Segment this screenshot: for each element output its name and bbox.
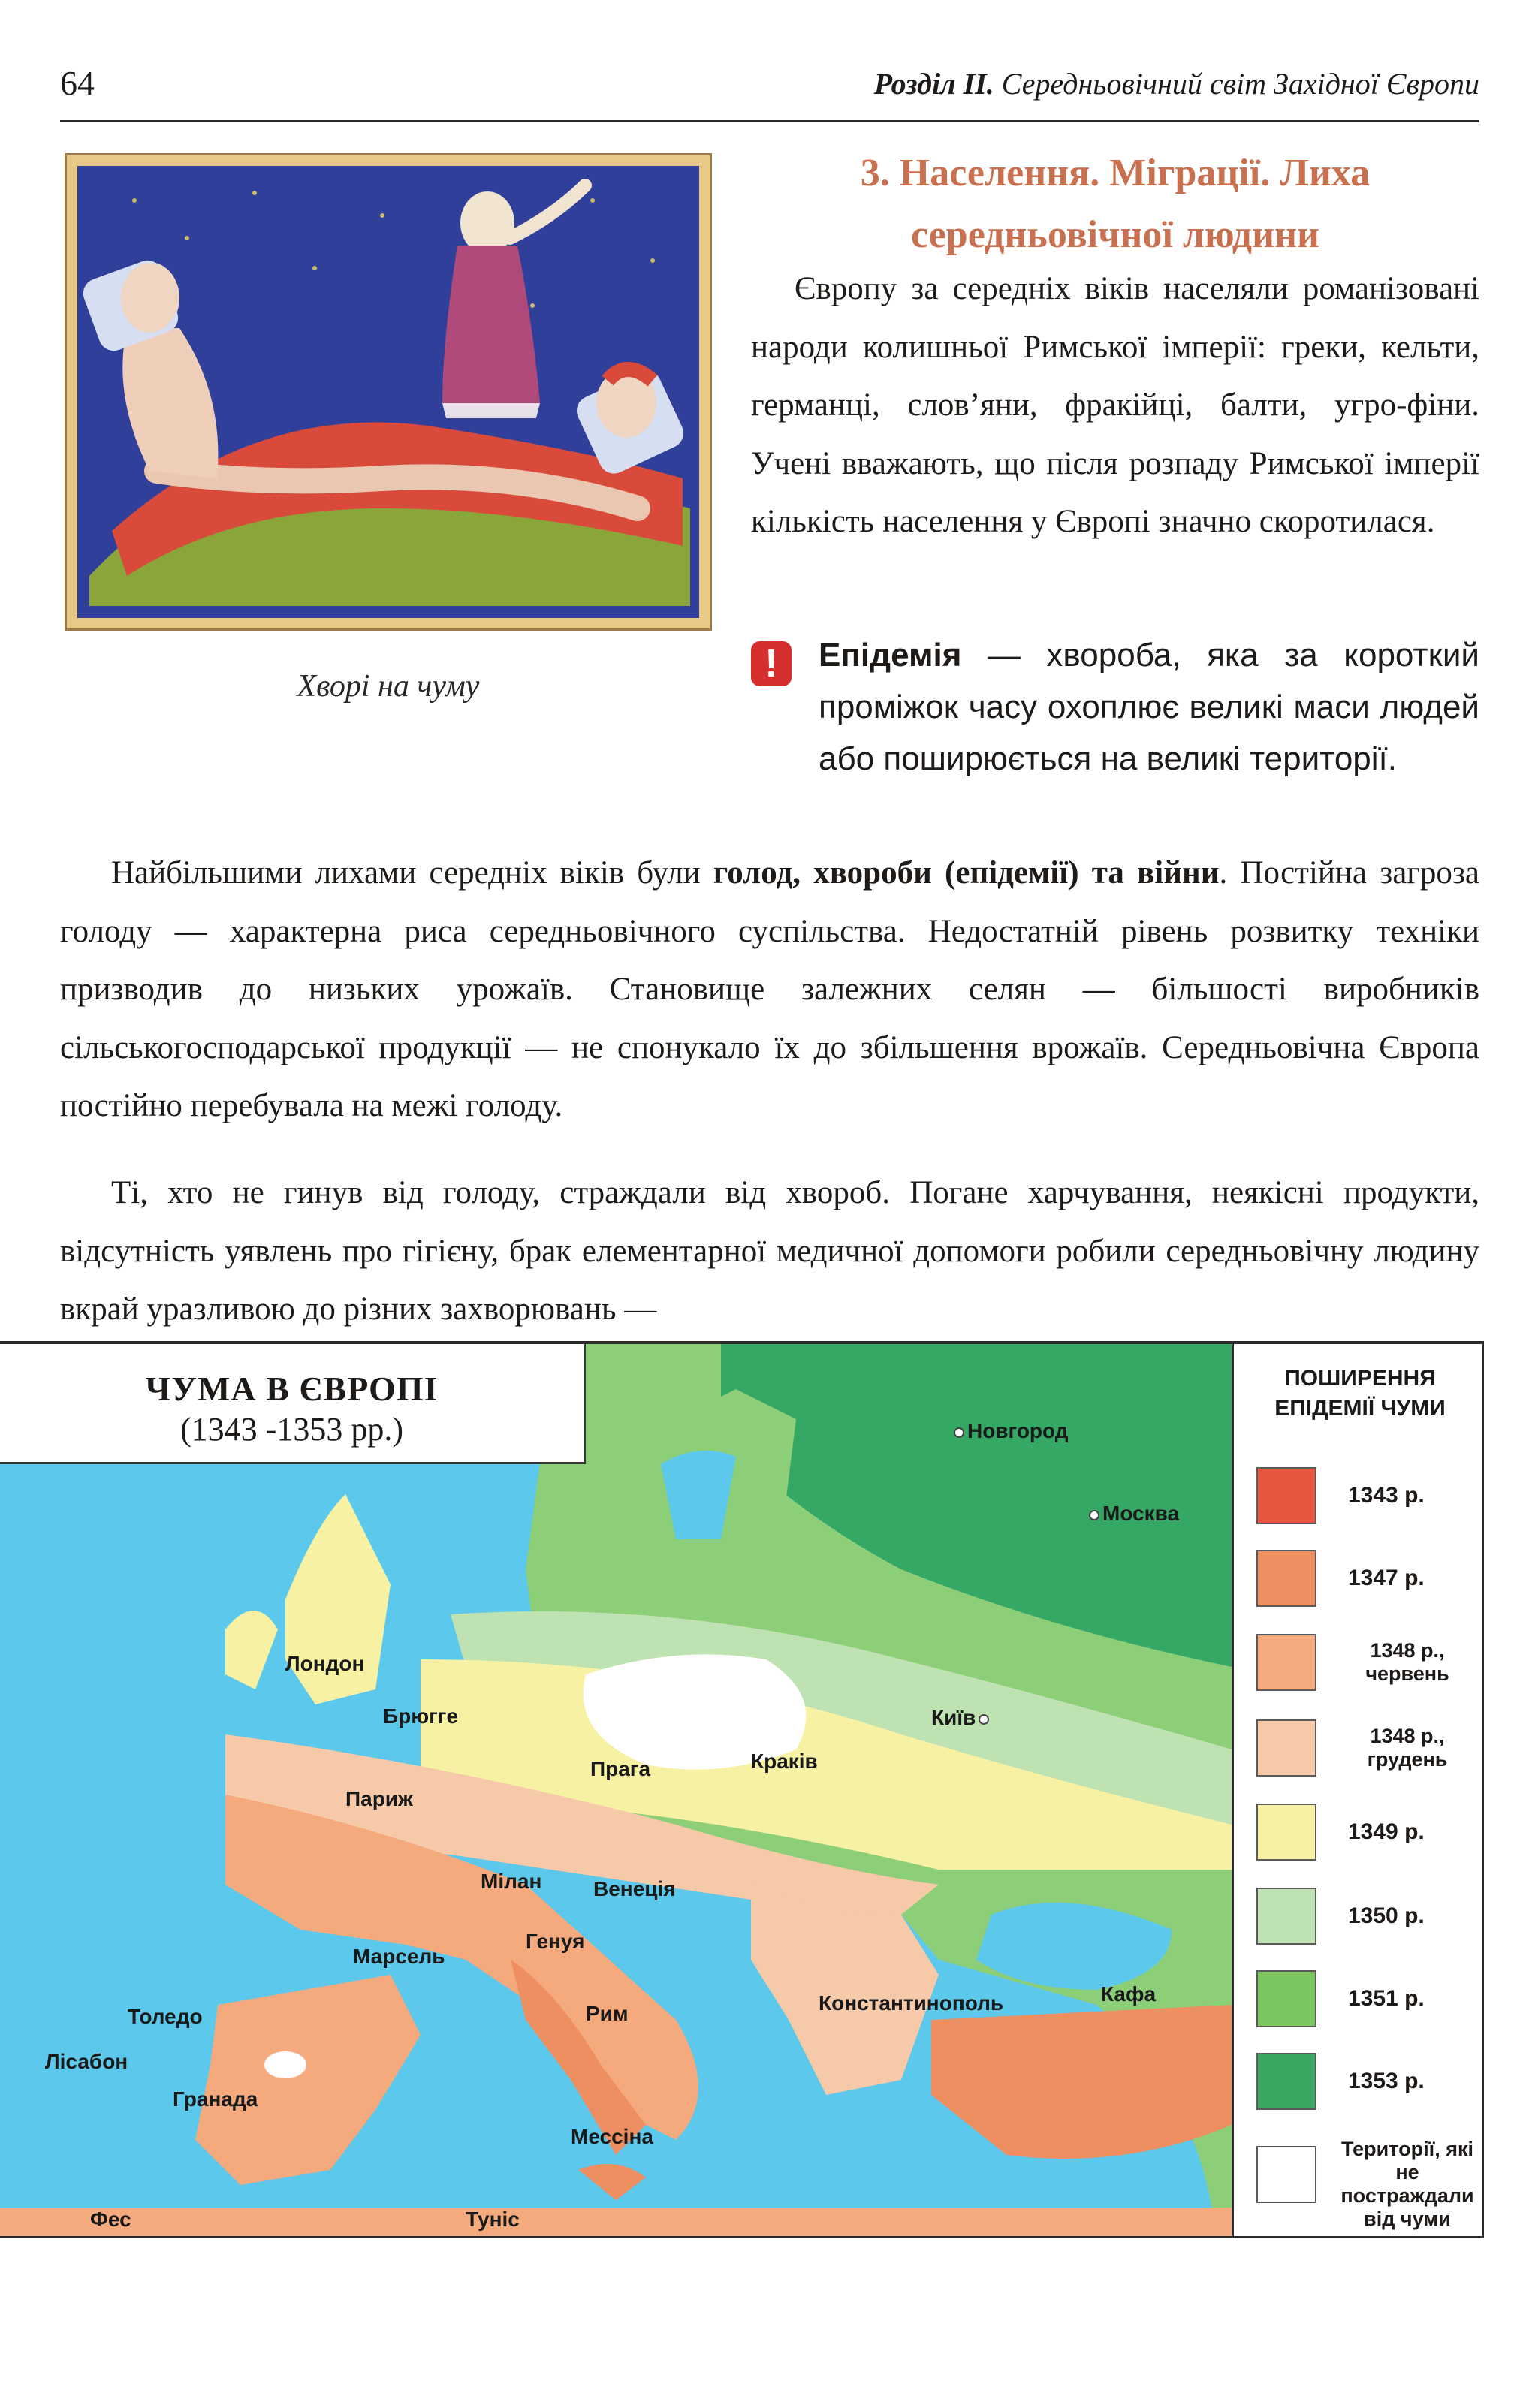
city-label — [590, 1757, 650, 1781]
city-label — [954, 1419, 1069, 1443]
subsection-heading — [751, 143, 1479, 266]
city-name: Константинополь — [819, 1991, 1004, 2015]
city-name: Москва — [1102, 1502, 1180, 1525]
map-title: ЧУМА В ЄВРОПІ — [145, 1370, 439, 1408]
city-label — [751, 1749, 818, 1774]
legend-title-line-2: ЕПІДЕМІЇ ЧУМИ — [1274, 1396, 1446, 1421]
legend-item — [1256, 2053, 1482, 2113]
city-name: Прага — [590, 1757, 651, 1780]
legend-item — [1256, 1719, 1482, 1780]
city-label — [931, 1706, 992, 1730]
figure-caption: Хворі на чуму — [297, 669, 480, 704]
city-name: Венеція — [593, 1877, 676, 1900]
city-label — [593, 1877, 676, 1901]
city-name: Туніс — [466, 2208, 520, 2231]
legend-title-line-1: ПОШИРЕННЯ — [1284, 1366, 1436, 1391]
map-years: (1343 -1353 рр.) — [180, 1411, 403, 1448]
legend-label: 1343 р. — [1348, 1483, 1425, 1508]
city-name: Марсель — [353, 1945, 445, 1968]
legend-title — [1234, 1364, 1484, 1424]
legend-swatch — [1256, 2146, 1316, 2203]
city-label — [1101, 1982, 1156, 2006]
city-label — [571, 2125, 653, 2149]
intro-paragraph: Європу за середніх віків населяли романізовані народи колишньої Римської імперії: греки, кельти, германці, слов’яни, фракійці, балти, угро-фіни. Учені вважають, що після розпаду Римської імперії кількість населення у Європі значно скоротилася. — [751, 271, 1479, 539]
city-label — [173, 2087, 258, 2111]
legend-item — [1256, 1888, 1482, 1948]
legend-item — [1256, 1970, 1482, 2030]
body-paragraph-1 — [60, 844, 1479, 1135]
legend-swatch — [1256, 2053, 1316, 2110]
section-title — [874, 66, 1479, 101]
unaffected-spot — [264, 2051, 306, 2078]
city-label — [481, 1870, 541, 1894]
plague-map — [0, 1341, 1484, 2238]
city-name: Мессіна — [571, 2125, 653, 2148]
map-title-box — [0, 1344, 586, 1464]
city-label — [1089, 1502, 1179, 1526]
map-legend — [1232, 1344, 1484, 2238]
city-name: Київ — [931, 1706, 976, 1729]
city-name: Лісабон — [45, 2050, 128, 2073]
city-label — [526, 1930, 584, 1954]
legend-swatch — [1256, 1970, 1316, 2027]
body-paragraph-1-part-2: . Постійна загроза голоду — характерна риса середньовічного суспільства. Недостатній рівень розвитку техніки призводив до низьких урожаїв. Становище залежних селян — більшості виробників сільськогосподарської продукції — не спонукало їх до збільшення врожаїв. Середньовічна Європа постійно перебувала на межі голоду. — [60, 855, 1479, 1123]
definition-epidemic — [819, 629, 1479, 785]
city-label — [819, 1991, 1003, 2015]
legend-label: 1351 р. — [1348, 1986, 1425, 2011]
legend-label: 1350 р. — [1348, 1903, 1425, 1928]
exclamation-icon: ! — [751, 641, 792, 686]
city-dot — [1089, 1510, 1099, 1520]
city-label — [90, 2208, 131, 2232]
legend-swatch — [1256, 1719, 1316, 1777]
legend-label: 1347 р. — [1348, 1566, 1425, 1590]
city-name: Кафа — [1101, 1982, 1157, 2006]
city-name: Краків — [751, 1749, 818, 1773]
running-head — [60, 63, 1479, 116]
city-name: Генуя — [526, 1930, 585, 1953]
city-dot — [979, 1714, 989, 1725]
plague-illustration — [65, 153, 712, 631]
section-title-rest: Середньовічний світ Західної Європи — [994, 67, 1479, 101]
city-label — [285, 1652, 364, 1676]
legend-label: 1349 р. — [1348, 1819, 1425, 1844]
subsection-heading-line-2: середньовічної людини — [911, 213, 1319, 256]
definition-text: — хвороба, яка за короткий проміжок часу охоплює великі маси людей або поширюється на великі території. — [819, 637, 1479, 777]
city-name: Гранада — [173, 2087, 258, 2111]
city-label — [128, 2005, 203, 2029]
legend-label: 1353 р. — [1348, 2069, 1425, 2093]
subsection-heading-line-1: 3. Населення. Міграції. Лиха — [860, 152, 1371, 194]
section-title-bold: Розділ II. — [873, 67, 994, 101]
plague-illustration-drawing — [67, 155, 710, 628]
legend-item — [1256, 1804, 1482, 1864]
legend-swatch — [1256, 1634, 1316, 1691]
city-name: Фес — [90, 2208, 131, 2231]
legend-label: 1348 р., червень — [1365, 1639, 1449, 1685]
body-paragraph-2: Ті, хто не гинув від голоду, страждали від хвороб. Погане харчування, неякісні продукти, відсутність уявлень про гігієну, брак елементарної медичної допомоги робили середньовічну людину вкрай уразливою до різних захворювань — — [60, 1175, 1479, 1327]
city-label — [353, 1945, 445, 1969]
legend-item — [1256, 1634, 1482, 1694]
city-name: Париж — [345, 1787, 413, 1810]
legend-swatch — [1256, 1550, 1316, 1607]
city-name: Толедо — [128, 2005, 203, 2028]
city-name: Брюгге — [383, 1704, 459, 1728]
city-dot — [954, 1427, 964, 1438]
header-rule — [60, 120, 1479, 122]
city-name: Рим — [586, 2002, 629, 2025]
city-label — [586, 2002, 629, 2026]
body-paragraph-1-part-1: Найбільшими лихами середніх віків були — [111, 855, 713, 891]
body-paragraph-1-bold: голод, хвороби (епідемії) та війни — [713, 855, 1220, 891]
page-number: 64 — [60, 64, 95, 102]
definition-term: Епідемія — [819, 637, 962, 674]
city-label — [383, 1704, 458, 1728]
city-label — [466, 2208, 520, 2232]
legend-swatch — [1256, 1804, 1316, 1861]
city-label — [45, 2050, 128, 2074]
legend-item — [1256, 1467, 1482, 1527]
city-label — [345, 1787, 413, 1811]
legend-item — [1256, 1550, 1482, 1610]
city-name: Мілан — [481, 1870, 542, 1893]
legend-swatch — [1256, 1888, 1316, 1945]
north-africa — [0, 2208, 1232, 2238]
city-name: Новгород — [967, 1419, 1069, 1442]
city-name: Лондон — [285, 1652, 365, 1675]
legend-item — [1256, 2135, 1482, 2233]
legend-label: Території, які не постраждали від чуми — [1340, 2138, 1474, 2230]
legend-swatch — [1256, 1467, 1316, 1524]
legend-label: 1348 р., грудень — [1367, 1725, 1448, 1771]
